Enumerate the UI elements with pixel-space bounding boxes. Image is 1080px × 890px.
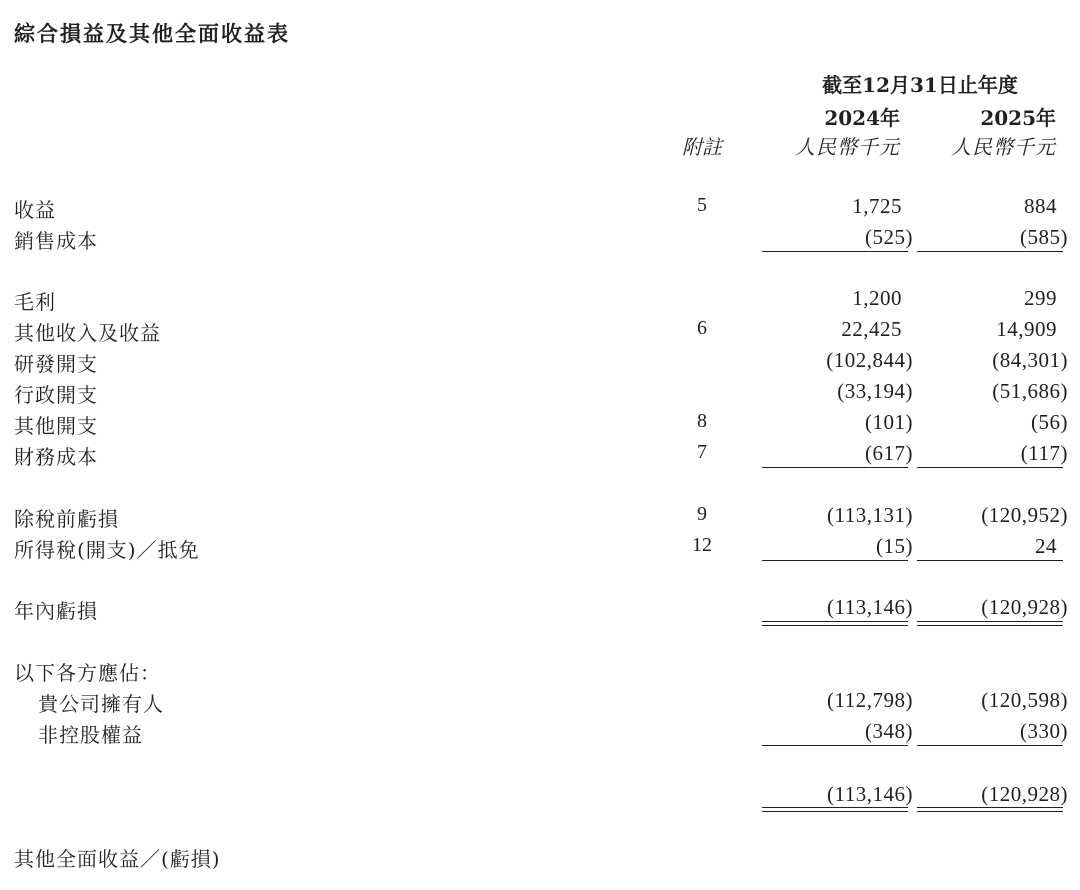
row-loss-before-tax <box>0 501 1080 532</box>
value-2025: 884 <box>1024 194 1057 218</box>
total-double-rule <box>917 811 1063 812</box>
value-2025: (330) <box>1020 719 1068 743</box>
row-other-expenses <box>0 408 1080 439</box>
row-other-income <box>0 315 1080 346</box>
row-finance-costs <box>0 439 1080 470</box>
subtotal-rule <box>917 745 1063 746</box>
row-cost-of-sales <box>0 223 1080 254</box>
row-label: 其他開支 <box>14 414 98 438</box>
row-note: 12 <box>692 534 712 556</box>
value-2025: (120,952) <box>981 503 1068 527</box>
period-header: 截至12月31日止年度 <box>822 73 1018 97</box>
row-label: 銷售成本 <box>14 229 98 253</box>
row-note: 6 <box>697 317 707 339</box>
value-2024: 1,725 <box>852 194 902 218</box>
row-label: 所得稅(開支)／抵免 <box>14 538 200 562</box>
value-2025: (120,928) <box>981 782 1068 806</box>
value-2025: 14,909 <box>996 317 1057 341</box>
row-note: 8 <box>697 410 707 432</box>
year-2025-header: 2025年 <box>980 106 1056 130</box>
row-attributable-to <box>0 655 1080 686</box>
subtotal-rule <box>762 467 908 468</box>
subtotal-rule <box>917 251 1063 252</box>
value-2025: (120,598) <box>981 688 1068 712</box>
row-label: 財務成本 <box>14 445 98 469</box>
value-2024: (15) <box>876 534 913 558</box>
value-2025: (56) <box>1031 410 1068 434</box>
row-revenue <box>0 192 1080 223</box>
row-note: 9 <box>697 503 707 525</box>
row-label: 除稅前虧損 <box>14 507 119 531</box>
row-label: 其他收入及收益 <box>14 321 161 345</box>
value-2024: 22,425 <box>841 317 902 341</box>
subtotal-rule <box>762 251 908 252</box>
row-label: 以下各方應佔： <box>14 661 161 685</box>
value-2025: (117) <box>1020 441 1068 465</box>
total-double-rule <box>762 621 908 622</box>
row-income-tax <box>0 532 1080 563</box>
row-label: 收益 <box>14 198 56 222</box>
value-2025: 24 <box>1035 534 1057 558</box>
row-rd-expenses <box>0 346 1080 377</box>
currency-unit-2024: 人民幣千元 <box>795 135 900 159</box>
currency-unit-2025: 人民幣千元 <box>951 135 1056 159</box>
row-note: 5 <box>697 194 707 216</box>
value-2025: (120,928) <box>981 595 1068 619</box>
value-2025: (51,686) <box>992 379 1068 403</box>
row-label: 其他全面收益／(虧損) <box>14 847 221 871</box>
subtotal-rule <box>917 560 1063 561</box>
value-2024: (112,798) <box>827 688 913 712</box>
value-2024: (348) <box>865 719 913 743</box>
year-2024-header: 2024年 <box>824 106 900 130</box>
value-2025: 299 <box>1024 286 1057 310</box>
row-label: 年內虧損 <box>14 599 98 623</box>
value-2024: (113,146) <box>827 595 913 619</box>
row-non-controlling-interests <box>0 717 1080 748</box>
value-2025: (84,301) <box>992 348 1068 372</box>
value-2024: (113,146) <box>827 782 913 806</box>
value-2024: (617) <box>865 441 913 465</box>
row-gross-profit <box>0 284 1080 315</box>
total-double-rule <box>762 625 908 626</box>
value-2024: (33,194) <box>837 379 913 403</box>
statement-title: 綜合損益及其他全面收益表 <box>14 21 290 46</box>
note-column-header: 附註 <box>682 135 722 159</box>
row-label: 非控股權益 <box>38 723 143 747</box>
subtotal-rule <box>762 560 908 561</box>
total-double-rule <box>917 625 1063 626</box>
subtotal-rule <box>917 467 1063 468</box>
total-double-rule <box>762 807 908 808</box>
row-label: 毛利 <box>14 290 56 314</box>
value-2024: (102,844) <box>826 348 913 372</box>
row-loss-for-year <box>0 593 1080 624</box>
total-double-rule <box>762 811 908 812</box>
value-2024: 1,200 <box>852 286 902 310</box>
total-double-rule <box>917 621 1063 622</box>
row-owners-of-company <box>0 686 1080 717</box>
value-2024: (113,131) <box>827 503 913 527</box>
value-2024: (525) <box>865 225 913 249</box>
row-note: 7 <box>697 441 707 463</box>
total-double-rule <box>917 807 1063 808</box>
row-label: 研發開支 <box>14 352 98 376</box>
subtotal-rule <box>762 745 908 746</box>
row-admin-expenses <box>0 377 1080 408</box>
value-2024: (101) <box>865 410 913 434</box>
row-label: 貴公司擁有人 <box>38 692 164 716</box>
row-other-comprehensive-income <box>0 841 1080 872</box>
value-2025: (585) <box>1020 225 1068 249</box>
row-label: 行政開支 <box>14 383 98 407</box>
